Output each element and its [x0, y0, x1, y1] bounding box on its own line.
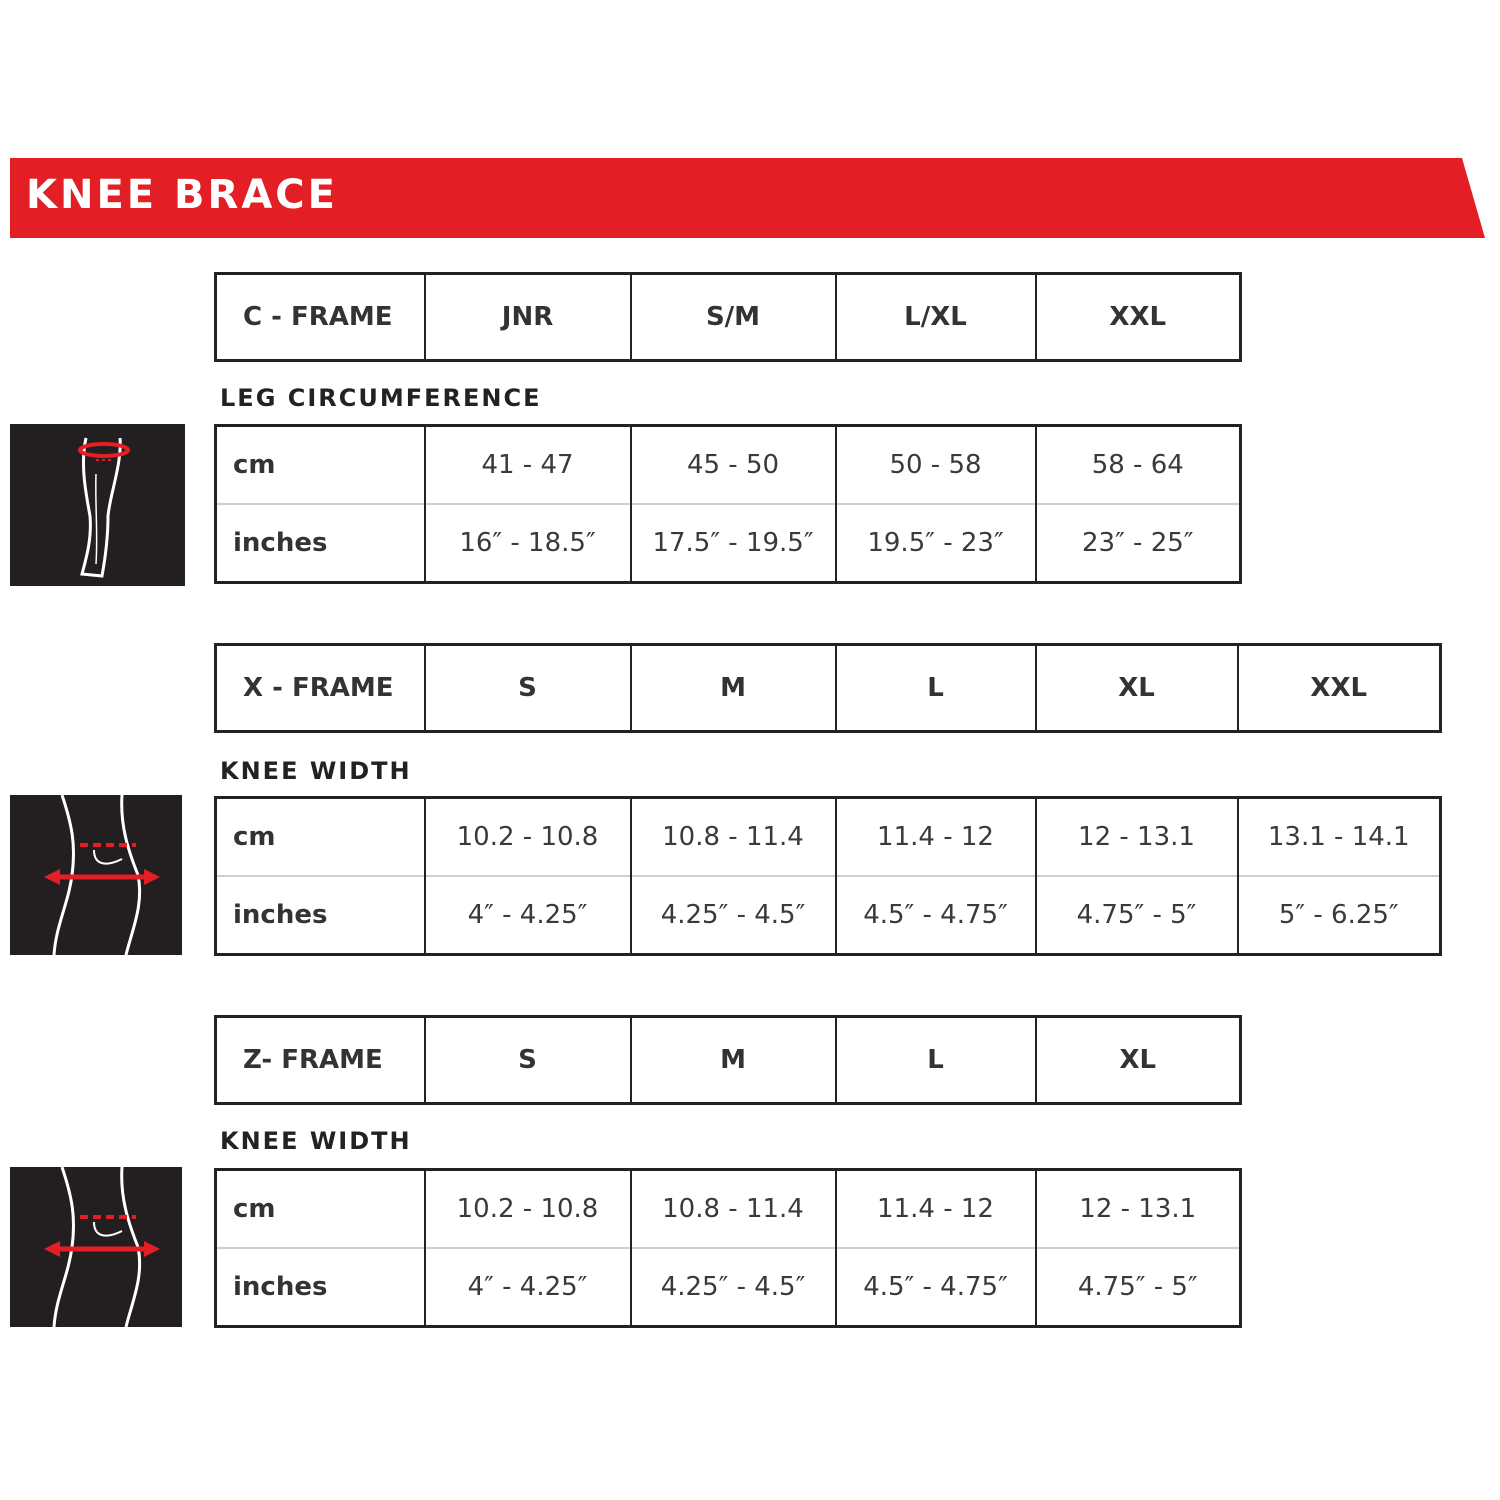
table-cell: 50 - 58 — [836, 426, 1036, 505]
size-label: XXL — [1238, 645, 1441, 732]
table-cell: 5″ - 6.25″ — [1238, 876, 1441, 955]
table-row — [216, 1170, 1241, 1249]
table-cell: 11.4 - 12 — [836, 1170, 1036, 1249]
size-label: JNR — [425, 274, 631, 361]
unit-label: inches — [216, 504, 425, 583]
table-cell: 17.5″ - 19.5″ — [631, 504, 836, 583]
size-label: XL — [1036, 1017, 1241, 1104]
size-label: S/M — [631, 274, 836, 361]
size-label: M — [631, 1017, 836, 1104]
knee-width-icon — [10, 795, 182, 955]
table-cell: 58 - 64 — [1036, 426, 1241, 505]
table-cell: 10.2 - 10.8 — [425, 798, 631, 877]
table-row — [216, 1017, 1241, 1104]
table-cell: 45 - 50 — [631, 426, 836, 505]
unit-label: cm — [216, 1170, 425, 1249]
size-label: S — [425, 1017, 631, 1104]
z-frame-size-table — [214, 1168, 1242, 1328]
frame-name: C - FRAME — [216, 274, 425, 361]
measure-label: KNEE WIDTH — [220, 1127, 412, 1155]
table-cell: 12 - 13.1 — [1036, 1170, 1241, 1249]
unit-label: cm — [216, 426, 425, 505]
x-frame-size-header — [214, 643, 1442, 733]
c-frame-size-header — [214, 272, 1242, 362]
table-row — [216, 426, 1241, 505]
size-label: L — [836, 645, 1036, 732]
leg-circumference-icon — [10, 424, 185, 586]
table-cell: 23″ - 25″ — [1036, 504, 1241, 583]
table-row — [216, 1248, 1241, 1327]
measure-label: KNEE WIDTH — [220, 757, 412, 785]
table-cell: 11.4 - 12 — [836, 798, 1036, 877]
size-label: M — [631, 645, 836, 732]
size-label: XXL — [1036, 274, 1241, 361]
table-cell: 12 - 13.1 — [1036, 798, 1238, 877]
frame-name: Z- FRAME — [216, 1017, 425, 1104]
page-title: KNEE BRACE — [26, 172, 338, 218]
table-cell: 4.75″ - 5″ — [1036, 1248, 1241, 1327]
table-row — [216, 274, 1241, 361]
size-label: S — [425, 645, 631, 732]
table-cell: 10.8 - 11.4 — [631, 1170, 836, 1249]
frame-name: X - FRAME — [216, 645, 425, 732]
size-label: L — [836, 1017, 1036, 1104]
size-label: L/XL — [836, 274, 1036, 361]
x-frame-size-table — [214, 796, 1442, 956]
measure-label: LEG CIRCUMFERENCE — [220, 384, 542, 412]
table-cell: 4.5″ - 4.75″ — [836, 1248, 1036, 1327]
table-cell: 10.2 - 10.8 — [425, 1170, 631, 1249]
unit-label: inches — [216, 1248, 425, 1327]
z-frame-size-header — [214, 1015, 1242, 1105]
table-cell: 4.75″ - 5″ — [1036, 876, 1238, 955]
table-cell: 4.25″ - 4.5″ — [631, 1248, 836, 1327]
table-cell: 19.5″ - 23″ — [836, 504, 1036, 583]
table-cell: 16″ - 18.5″ — [425, 504, 631, 583]
size-label: XL — [1036, 645, 1238, 732]
table-row — [216, 876, 1441, 955]
table-cell: 4″ - 4.25″ — [425, 1248, 631, 1327]
table-row — [216, 504, 1241, 583]
table-cell: 10.8 - 11.4 — [631, 798, 836, 877]
table-row — [216, 645, 1441, 732]
table-cell: 4″ - 4.25″ — [425, 876, 631, 955]
table-cell: 4.25″ - 4.5″ — [631, 876, 836, 955]
table-cell: 4.5″ - 4.75″ — [836, 876, 1036, 955]
table-row — [216, 798, 1441, 877]
table-cell: 41 - 47 — [425, 426, 631, 505]
unit-label: cm — [216, 798, 425, 877]
knee-width-icon — [10, 1167, 182, 1327]
table-cell: 13.1 - 14.1 — [1238, 798, 1441, 877]
c-frame-size-table — [214, 424, 1242, 584]
unit-label: inches — [216, 876, 425, 955]
